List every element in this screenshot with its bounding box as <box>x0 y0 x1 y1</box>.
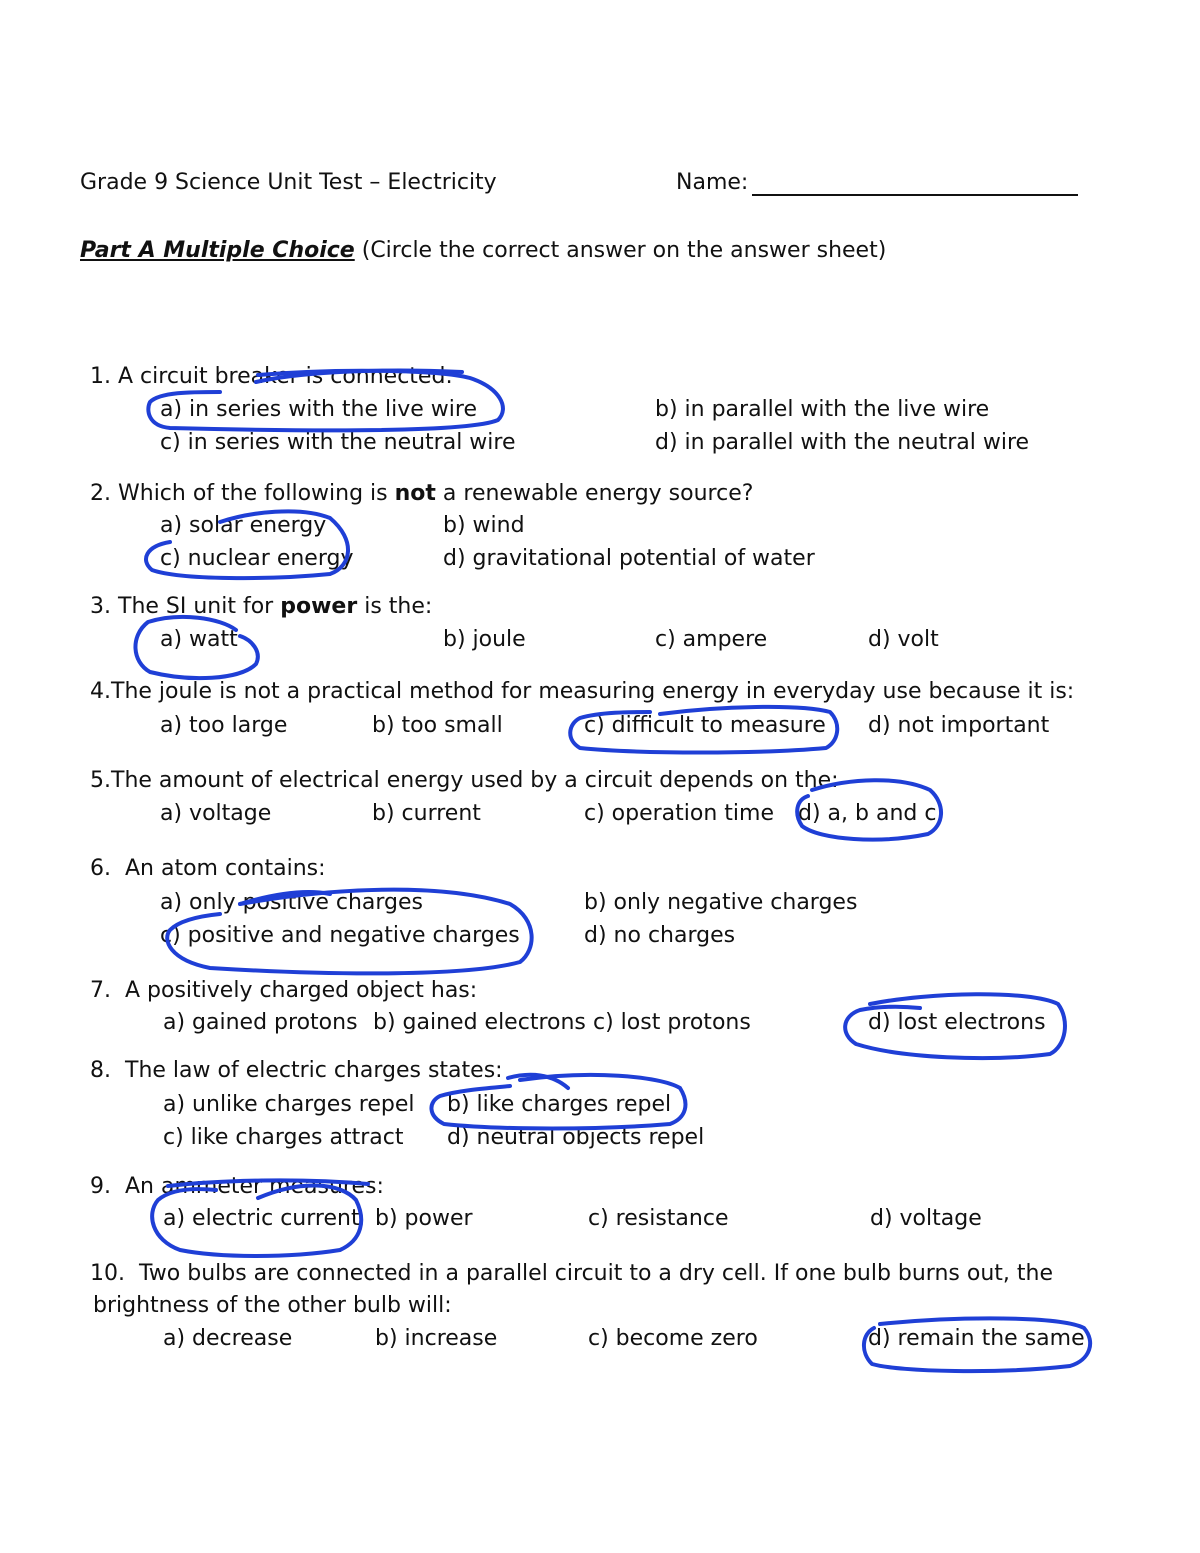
q10-option-d[interactable]: d) remain the same <box>868 1326 1085 1351</box>
q3-option-a[interactable]: a) watt <box>160 627 238 652</box>
q9-option-c[interactable]: c) resistance <box>588 1206 729 1231</box>
q4-option-d[interactable]: d) not important <box>868 713 1050 738</box>
part-a-heading <box>80 236 886 266</box>
q1-option-a[interactable]: a) in series with the live wire <box>160 397 477 422</box>
q8-option-d[interactable]: d) neutral objects repel <box>447 1125 705 1150</box>
q5-option-d[interactable]: d) a, b and c <box>798 801 937 826</box>
question-9-stem: 9. An ammeter measures: <box>90 1174 384 1199</box>
q2-option-c[interactable]: c) nuclear energy <box>160 546 354 571</box>
q7-option-a[interactable]: a) gained protons <box>163 1010 358 1035</box>
q9-option-d[interactable]: d) voltage <box>870 1206 982 1231</box>
q3-option-b[interactable]: b) joule <box>443 627 526 652</box>
q9-option-a[interactable]: a) electric current <box>163 1206 360 1231</box>
question-6-stem: 6. An atom contains: <box>90 856 326 881</box>
q10-option-b[interactable]: b) increase <box>375 1326 498 1351</box>
q1-option-b[interactable]: b) in parallel with the live wire <box>655 397 990 422</box>
page-title: Grade 9 Science Unit Test – Electricity <box>80 170 497 195</box>
q1-option-c[interactable]: c) in series with the neutral wire <box>160 430 516 455</box>
q5-option-c[interactable]: c) operation time <box>584 801 774 826</box>
q6-option-b[interactable]: b) only negative charges <box>584 890 858 915</box>
question-4-stem: 4.The joule is not a practical method for measuring energy in everyday use because it is: <box>90 679 1075 704</box>
q5-option-a[interactable]: a) voltage <box>160 801 272 826</box>
q2-option-a[interactable]: a) solar energy <box>160 513 327 538</box>
question-2-stem: 2. Which of the following is not a renewable energy source? <box>90 481 754 506</box>
q10-option-c[interactable]: c) become zero <box>588 1326 758 1351</box>
q10-option-a[interactable]: a) decrease <box>163 1326 293 1351</box>
question-8-stem: 8. The law of electric charges states: <box>90 1058 503 1083</box>
q6-option-d[interactable]: d) no charges <box>584 923 736 948</box>
question-3-stem: 3. The SI unit for power is the: <box>90 594 433 619</box>
q4-option-c[interactable]: c) difficult to measure <box>584 713 826 738</box>
name-label: Name: <box>676 170 749 195</box>
q8-strike-mark <box>508 1075 568 1088</box>
q6-option-a[interactable]: a) only positive charges <box>160 890 424 915</box>
q4-option-a[interactable]: a) too large <box>160 713 288 738</box>
q2-option-b[interactable]: b) wind <box>443 513 525 538</box>
q8-option-c[interactable]: c) like charges attract <box>163 1125 404 1150</box>
part-a-title: Part A Multiple Choice <box>80 238 355 263</box>
q8-option-b[interactable]: b) like charges repel <box>447 1092 672 1117</box>
question-1-stem: 1. A circuit breaker is connected: <box>90 364 453 389</box>
part-a-instruction: (Circle the correct answer on the answer sheet) <box>361 238 887 263</box>
q5-option-b[interactable]: b) current <box>372 801 481 826</box>
q6-option-c[interactable]: c) positive and negative charges <box>160 923 520 948</box>
q3-option-d[interactable]: d) volt <box>868 627 939 652</box>
q1-option-d[interactable]: d) in parallel with the neutral wire <box>655 430 1030 455</box>
q2-option-d[interactable]: d) gravitational potential of water <box>443 546 815 571</box>
q8-option-a[interactable]: a) unlike charges repel <box>163 1092 415 1117</box>
question-10-stem: 10. Two bulbs are connected in a parallel circuit to a dry cell. If one bulb burns out, the <box>90 1261 1053 1286</box>
q7-option-c[interactable]: c) lost protons <box>593 1010 751 1035</box>
question-7-stem: 7. A positively charged object has: <box>90 978 478 1003</box>
q9-option-b[interactable]: b) power <box>375 1206 473 1231</box>
question-10-stem-line2: brightness of the other bulb will: <box>93 1293 452 1318</box>
question-5-stem: 5.The amount of electrical energy used by a circuit depends on the: <box>90 768 839 793</box>
q7-option-d[interactable]: d) lost electrons <box>868 1010 1046 1035</box>
q3-option-c[interactable]: c) ampere <box>655 627 768 652</box>
name-field[interactable] <box>752 194 1078 196</box>
q7-option-b[interactable]: b) gained electrons <box>373 1010 586 1035</box>
q4-option-b[interactable]: b) too small <box>372 713 503 738</box>
